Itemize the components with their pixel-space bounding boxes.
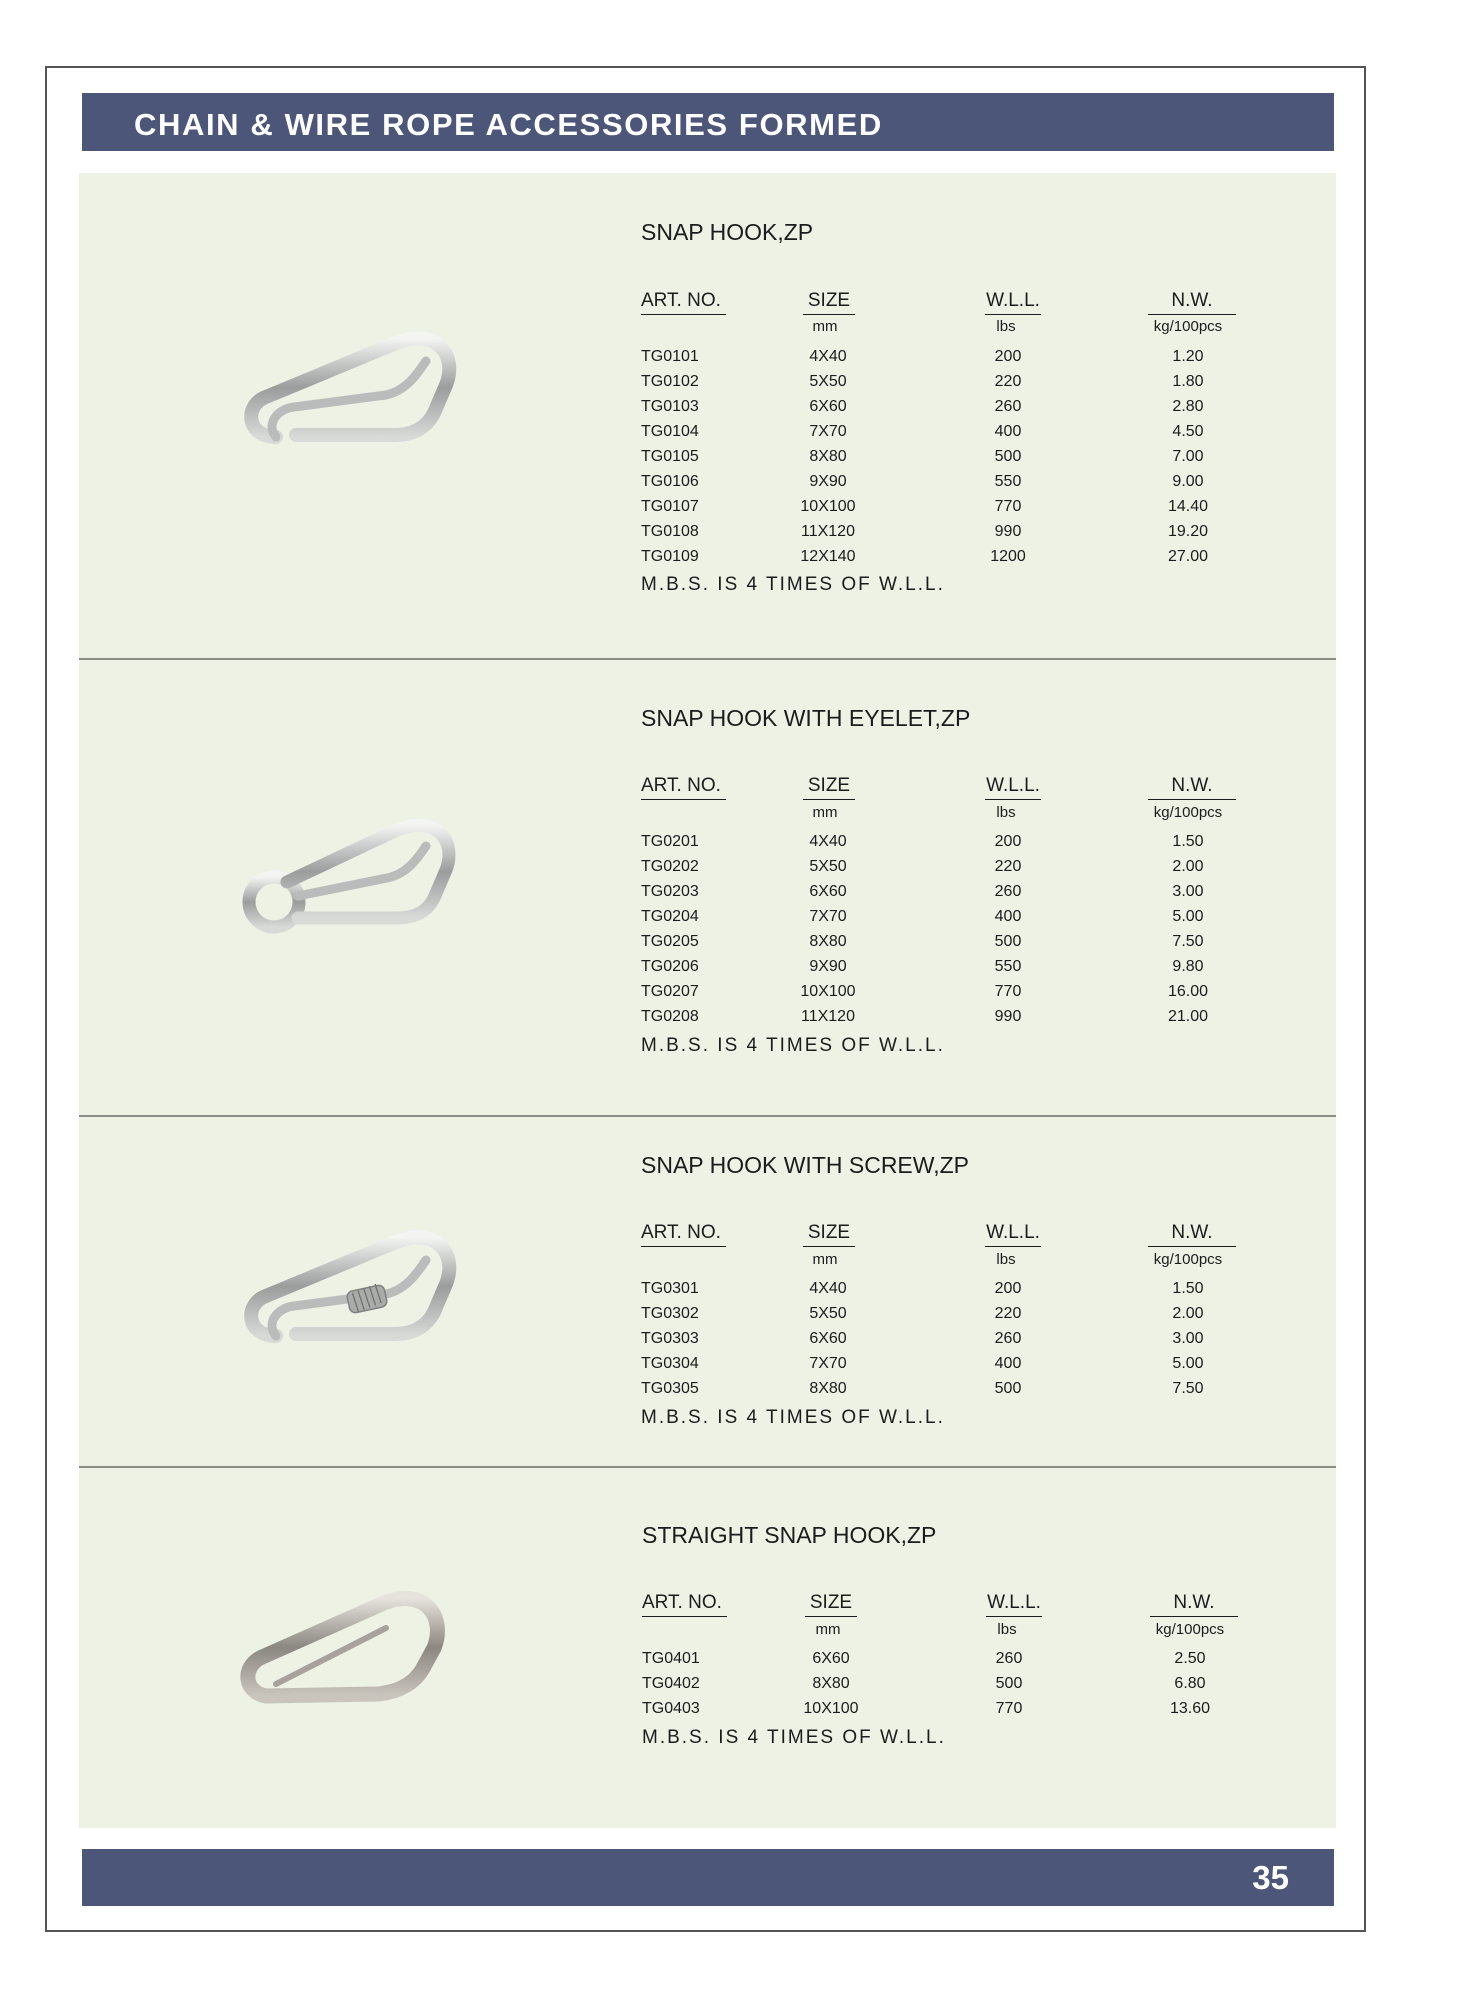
col-header-wll: W.L.L. <box>986 1592 1042 1617</box>
col-header-size: SIZE <box>803 775 855 800</box>
art-no-cell: TG0201 <box>641 833 699 850</box>
nw-cell: 3.00 <box>1172 1330 1204 1347</box>
art-no-cell: TG0304 <box>641 1355 699 1372</box>
size-cell: 8X80 <box>809 1380 847 1397</box>
nw-cell: 14.40 <box>1167 498 1209 515</box>
wll-cell: 260 <box>995 1650 1023 1667</box>
nw-cell: 5.00 <box>1172 1355 1204 1372</box>
unit-wll: lbs <box>997 1621 1017 1638</box>
note-mbs: M.B.S. IS 4 TIMES OF W.L.L. <box>641 1407 945 1428</box>
art-no-cell: TG0208 <box>641 1008 699 1025</box>
wll-cell: 990 <box>994 523 1022 540</box>
nw-cell: 9.80 <box>1172 958 1204 975</box>
size-cell: 6X60 <box>809 1330 847 1347</box>
page-title: CHAIN & WIRE ROPE ACCESSORIES FORMED <box>134 107 883 142</box>
art-no-cell: TG0403 <box>642 1700 700 1717</box>
col-header-size: SIZE <box>803 290 855 315</box>
wll-cell: 220 <box>994 858 1022 875</box>
size-cell: 10X100 <box>800 983 856 1000</box>
wll-cell: 770 <box>994 983 1022 1000</box>
wll-cell: 500 <box>994 1380 1022 1397</box>
note-mbs: M.B.S. IS 4 TIMES OF W.L.L. <box>641 574 945 595</box>
nw-cell: 4.50 <box>1172 423 1204 440</box>
nw-cell: 6.80 <box>1174 1675 1206 1692</box>
col-header-wll: W.L.L. <box>985 775 1041 800</box>
art-no-cell: TG0401 <box>642 1650 700 1667</box>
wll-cell: 500 <box>995 1675 1023 1692</box>
art-no-cell: TG0104 <box>641 423 699 440</box>
art-no-cell: TG0206 <box>641 958 699 975</box>
col-header-nw: N.W. <box>1148 1222 1236 1247</box>
art-no-cell: TG0305 <box>641 1380 699 1397</box>
wll-cell: 400 <box>994 423 1022 440</box>
art-no-cell: TG0106 <box>641 473 699 490</box>
nw-cell: 7.00 <box>1172 448 1204 465</box>
art-no-cell: TG0303 <box>641 1330 699 1347</box>
straight-snap-hook-icon <box>236 1588 451 1713</box>
section-title-snap-hook-screw: SNAP HOOK WITH SCREW,ZP <box>641 1152 969 1178</box>
unit-size: mm <box>812 1251 838 1268</box>
section-divider <box>79 1466 1336 1468</box>
size-cell: 4X40 <box>809 1280 847 1297</box>
unit-wll: lbs <box>996 318 1016 335</box>
size-cell: 7X70 <box>809 908 847 925</box>
nw-cell: 19.20 <box>1167 523 1209 540</box>
wll-cell: 200 <box>994 833 1022 850</box>
size-cell: 6X60 <box>809 883 847 900</box>
page-number: 35 <box>1252 1859 1289 1896</box>
section-divider <box>79 658 1336 660</box>
note-mbs: M.B.S. IS 4 TIMES OF W.L.L. <box>641 1035 945 1056</box>
nw-cell: 3.00 <box>1172 883 1204 900</box>
unit-size: mm <box>812 318 838 335</box>
nw-cell: 27.00 <box>1167 548 1209 565</box>
unit-wll: lbs <box>996 1251 1016 1268</box>
nw-cell: 1.20 <box>1172 348 1204 365</box>
col-header-wll: W.L.L. <box>985 1222 1041 1247</box>
size-cell: 7X70 <box>809 1355 847 1372</box>
section-title-snap-hook: SNAP HOOK,ZP <box>641 219 814 245</box>
nw-cell: 1.80 <box>1172 373 1204 390</box>
wll-cell: 770 <box>994 498 1022 515</box>
art-no-cell: TG0108 <box>641 523 699 540</box>
size-cell: 7X70 <box>809 423 847 440</box>
nw-cell: 1.50 <box>1172 1280 1204 1297</box>
art-no-cell: TG0301 <box>641 1280 699 1297</box>
col-header-size: SIZE <box>803 1222 855 1247</box>
nw-cell: 2.50 <box>1174 1650 1206 1667</box>
footer-bar <box>82 1849 1334 1906</box>
size-cell: 10X100 <box>800 498 856 515</box>
nw-cell: 21.00 <box>1167 1008 1209 1025</box>
unit-size: mm <box>812 804 838 821</box>
size-cell: 5X50 <box>809 1305 847 1322</box>
unit-nw: kg/100pcs <box>1153 1251 1223 1268</box>
art-no-cell: TG0102 <box>641 373 699 390</box>
size-cell: 8X80 <box>812 1675 850 1692</box>
art-no-cell: TG0105 <box>641 448 699 465</box>
wll-cell: 990 <box>994 1008 1022 1025</box>
wll-cell: 220 <box>994 1305 1022 1322</box>
size-cell: 4X40 <box>809 833 847 850</box>
wll-cell: 220 <box>994 373 1022 390</box>
art-no-cell: TG0205 <box>641 933 699 950</box>
wll-cell: 770 <box>995 1700 1023 1717</box>
nw-cell: 7.50 <box>1172 933 1204 950</box>
art-no-cell: TG0103 <box>641 398 699 415</box>
size-cell: 11X120 <box>801 1008 855 1025</box>
art-no-cell: TG0107 <box>641 498 699 515</box>
nw-cell: 2.00 <box>1172 1305 1204 1322</box>
nw-cell: 5.00 <box>1172 908 1204 925</box>
unit-size: mm <box>815 1621 841 1638</box>
wll-cell: 550 <box>994 473 1022 490</box>
size-cell: 11X120 <box>801 523 855 540</box>
unit-wll: lbs <box>996 804 1016 821</box>
nw-cell: 2.80 <box>1172 398 1204 415</box>
col-header-art-no: ART. NO. <box>641 775 726 800</box>
art-no-cell: TG0202 <box>641 858 699 875</box>
wll-cell: 400 <box>994 908 1022 925</box>
art-no-cell: TG0204 <box>641 908 699 925</box>
nw-cell: 7.50 <box>1172 1380 1204 1397</box>
size-cell: 6X60 <box>812 1650 850 1667</box>
unit-nw: kg/100pcs <box>1153 804 1223 821</box>
col-header-art-no: ART. NO. <box>641 290 726 315</box>
col-header-nw: N.W. <box>1148 775 1236 800</box>
unit-nw: kg/100pcs <box>1155 1621 1225 1638</box>
wll-cell: 260 <box>994 1330 1022 1347</box>
size-cell: 10X100 <box>803 1700 859 1717</box>
size-cell: 8X80 <box>809 448 847 465</box>
col-header-wll: W.L.L. <box>985 290 1041 315</box>
header-bar <box>82 93 1334 151</box>
size-cell: 9X90 <box>809 958 847 975</box>
size-cell: 4X40 <box>809 348 847 365</box>
size-cell: 5X50 <box>809 858 847 875</box>
wll-cell: 200 <box>994 348 1022 365</box>
size-cell: 9X90 <box>809 473 847 490</box>
col-header-art-no: ART. NO. <box>641 1222 726 1247</box>
size-cell: 8X80 <box>809 933 847 950</box>
section-title-snap-hook-eyelet: SNAP HOOK WITH EYELET,ZP <box>641 705 971 731</box>
wll-cell: 260 <box>994 398 1022 415</box>
snap-hook-screw-icon <box>236 1224 466 1364</box>
art-no-cell: TG0207 <box>641 983 699 1000</box>
section-title-straight-snap-hook: STRAIGHT SNAP HOOK,ZP <box>642 1522 937 1548</box>
col-header-nw: N.W. <box>1148 290 1236 315</box>
wll-cell: 260 <box>994 883 1022 900</box>
col-header-nw: N.W. <box>1150 1592 1238 1617</box>
snap-hook-eyelet-icon <box>232 812 467 942</box>
art-no-cell: TG0302 <box>641 1305 699 1322</box>
size-cell: 12X140 <box>800 548 856 565</box>
col-header-art-no: ART. NO. <box>642 1592 727 1617</box>
wll-cell: 500 <box>994 933 1022 950</box>
wll-cell: 500 <box>994 448 1022 465</box>
art-no-cell: TG0402 <box>642 1675 700 1692</box>
wll-cell: 200 <box>994 1280 1022 1297</box>
section-divider <box>79 1115 1336 1117</box>
nw-cell: 1.50 <box>1172 833 1204 850</box>
wll-cell: 550 <box>994 958 1022 975</box>
unit-nw: kg/100pcs <box>1153 318 1223 335</box>
nw-cell: 13.60 <box>1169 1700 1211 1717</box>
wll-cell: 1200 <box>990 548 1026 565</box>
note-mbs: M.B.S. IS 4 TIMES OF W.L.L. <box>642 1727 946 1748</box>
art-no-cell: TG0101 <box>641 348 699 365</box>
art-no-cell: TG0203 <box>641 883 699 900</box>
nw-cell: 9.00 <box>1172 473 1204 490</box>
nw-cell: 16.00 <box>1167 983 1209 1000</box>
snap-hook-icon <box>236 325 466 465</box>
nw-cell: 2.00 <box>1172 858 1204 875</box>
art-no-cell: TG0109 <box>641 548 699 565</box>
size-cell: 6X60 <box>809 398 847 415</box>
wll-cell: 400 <box>994 1355 1022 1372</box>
size-cell: 5X50 <box>809 373 847 390</box>
col-header-size: SIZE <box>805 1592 857 1617</box>
